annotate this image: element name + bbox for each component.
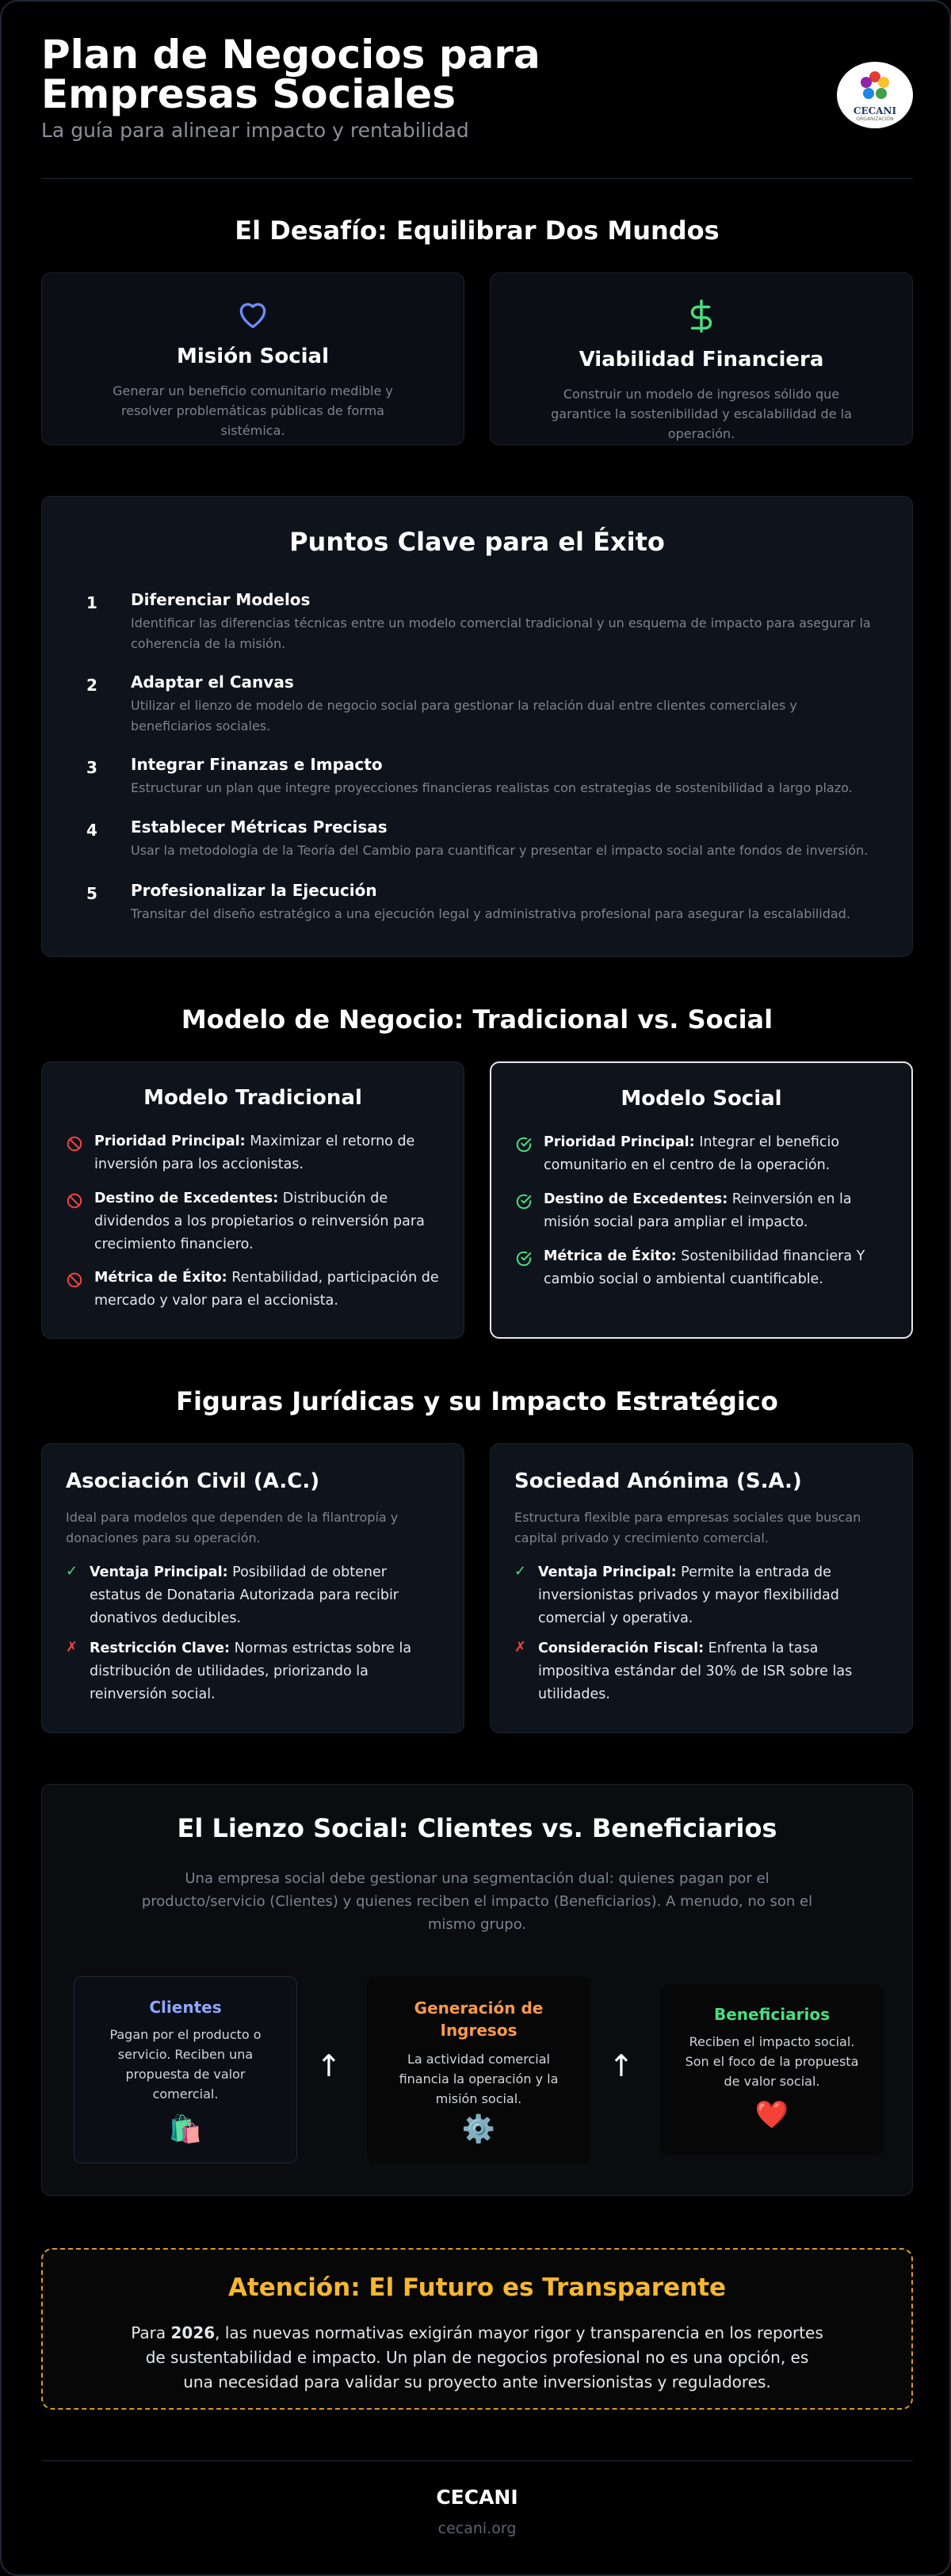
attention-title: Atención: El Futuro es Transparente — [227, 2273, 727, 2302]
dollar-icon — [683, 297, 720, 335]
mission-text: Generar un beneficio comunitario medible y resolver problemáticas públicas de forma sistémica. — [113, 383, 393, 438]
keypoint-title: Integrar Finanzas e Impacto — [131, 755, 383, 774]
logo-text: CECANI — [853, 105, 897, 116]
beneficiaries-text: Reciben el impacto social. Son el foco de la propuesta de valor social. — [685, 2034, 859, 2089]
gear-icon: ⚙️ — [461, 2113, 496, 2145]
finance-text: Construir un modelo de ingresos sólido que garantice la sostenibilidad y escalabilidad de la operación. — [551, 387, 852, 441]
divider — [41, 178, 913, 179]
keypoint-text: Utilizar el lienzo de modelo de negocio social para gestionar la relación dual entre clientes comerciales y beneficiarios sociales. — [131, 698, 797, 734]
check-circle-icon — [515, 1136, 533, 1153]
check-circle-icon — [515, 1250, 533, 1267]
income-title: Generación de Ingresos — [414, 1999, 544, 2040]
model-item-text: Destino de Excedentes: Reinversión en la misión social para ampliar el impacto. — [544, 1191, 852, 1230]
page-title: Plan de Negocios para Empresas Sociales — [41, 32, 540, 117]
model-item-text: Prioridad Principal: Maximizar el retorno de inversión para los accionistas. — [94, 1134, 415, 1172]
ac-card — [41, 1443, 464, 1733]
traditional-model-card — [41, 1061, 464, 1339]
canvas-title: El Lienzo Social: Clientes vs. Beneficiarios — [177, 1813, 777, 1843]
keypoint-text: Estructurar un plan que integre proyecciones financieras realistas con estrategias de sostenibilidad a largo plazo. — [131, 780, 853, 795]
header — [41, 32, 913, 177]
page-subtitle: La guía para alinear impacto y rentabilidad — [41, 119, 469, 142]
beneficiaries-box — [660, 1984, 884, 2155]
ac-title: Asociación Civil (A.C.) — [66, 1469, 320, 1493]
social-model-title: Modelo Social — [621, 1087, 782, 1111]
footer — [41, 2486, 913, 2537]
arrow-up-icon: ↑ — [316, 2048, 342, 2083]
ban-icon — [66, 1192, 83, 1210]
challenge-title: El Desafío: Equilibrar Dos Mundos — [235, 215, 720, 246]
ac-description: Ideal para modelos que dependen de la filantropía y donaciones para su operación. — [66, 1510, 399, 1545]
footer-divider — [41, 2460, 913, 2461]
mission-title: Misión Social — [177, 345, 329, 368]
beneficiaries-title: Beneficiarios — [713, 2005, 830, 2024]
sa-card — [490, 1443, 913, 1733]
legal-item-text: Restricción Clave: Normas estrictas sobre la distribución de utilidades, priorizando la reinversión social. — [90, 1640, 412, 1702]
legal-title: Figuras Jurídicas y su Impacto Estratégico — [176, 1386, 778, 1416]
legal-item-text: Consideración Fiscal: Enfrenta la tasa impositiva estándar del 30% de ISR sobre las utilidades. — [538, 1640, 853, 1702]
keypoint-title: Diferenciar Modelos — [131, 590, 311, 609]
keypoint-number: 4 — [86, 821, 97, 840]
cross-icon: ✗ — [66, 1639, 78, 1656]
logo-subtext: ORGANIZACIÓN — [856, 116, 894, 122]
canvas-card — [41, 1784, 913, 2196]
finance-title: Viabilidad Financiera — [579, 348, 824, 372]
keypoint-text: Identificar las diferencias técnicas entre un modelo comercial tradicional y un esquema de impacto para asegurar la coherencia de la misión. — [131, 615, 871, 651]
keypoint-title: Adaptar el Canvas — [131, 673, 294, 692]
keypoint-number: 1 — [86, 593, 97, 612]
logo — [837, 62, 913, 128]
income-text: La actividad comercial financia la operación y la misión social. — [399, 2052, 559, 2106]
model-item-text: Métrica de Éxito: Sostenibilidad financiera Y cambio social o ambiental cuantificable. — [544, 1248, 865, 1287]
traditional-model-title: Modelo Tradicional — [143, 1086, 362, 1110]
social-model-card — [490, 1061, 913, 1339]
keypoint-number: 5 — [86, 884, 97, 903]
models-title: Modelo de Negocio: Tradicional vs. Social — [181, 1004, 773, 1035]
canvas-description: Una empresa social debe gestionar una segmentación dual: quienes pagan por el producto/servicio (Clientes) y quienes reciben el impacto (Beneficiarios). A menudo, no son el mismo grupo. — [141, 1870, 813, 1933]
keypoint-text: Usar la metodología de la Teoría del Cambio para cuantificar y presentar el impacto social ante fondos de inversión. — [131, 843, 869, 858]
check-icon: ✓ — [514, 1563, 527, 1580]
check-circle-icon — [515, 1193, 533, 1210]
footer-link[interactable]: cecani.org — [437, 2520, 517, 2537]
keypoint-number: 2 — [86, 676, 97, 695]
keypoint-title: Profesionalizar la Ejecución — [131, 881, 377, 900]
clients-text: Pagan por el producto o servicio. Reciben una propuesta de valor comercial. — [109, 2027, 262, 2102]
check-icon: ✓ — [66, 1563, 78, 1580]
heart-emoji-icon: ❤️ — [754, 2099, 789, 2131]
shopping-bags-icon: 🛍️ — [168, 2113, 203, 2145]
heart-icon — [235, 297, 271, 332]
footer-brand: CECANI — [436, 2486, 518, 2509]
legal-item-text: Ventaja Principal: Permite la entrada de inversionistas privados y mayor flexibilidad comercial y operativa. — [538, 1564, 839, 1626]
keypoints-card — [41, 496, 913, 957]
attention-box — [41, 2248, 913, 2410]
mission-card — [41, 272, 464, 445]
sa-title: Sociedad Anónima (S.A.) — [514, 1469, 802, 1493]
keypoint-title: Establecer Métricas Precisas — [131, 817, 388, 836]
clients-box — [74, 1976, 297, 2163]
keypoint-number: 3 — [86, 758, 97, 777]
logo-flower-icon — [857, 69, 892, 104]
clients-title: Clientes — [149, 1998, 222, 2017]
ban-icon — [66, 1271, 83, 1289]
model-item-text: Métrica de Éxito: Rentabilidad, participación de mercado y valor para el accionista. — [94, 1270, 439, 1309]
legal-item-text: Ventaja Principal: Posibilidad de obtener estatus de Donataria Autorizada para recibir donativos deducibles. — [90, 1564, 399, 1626]
attention-text: Para 2026, las nuevas normativas exigirán mayor rigor y transparencia en los reportes de sustentabilidad e impacto. Un plan de negocios profesional no es una opción, es una necesidad para validar su proyecto ante inversionistas y reguladores. — [131, 2323, 823, 2391]
keypoint-text: Transitar del diseño estratégico a una ejecución legal y administrativa profesional para asegurar la escalabilidad. — [131, 906, 850, 921]
ban-icon — [66, 1135, 83, 1153]
income-box — [367, 1976, 590, 2163]
cross-icon: ✗ — [514, 1639, 527, 1656]
keypoints-title: Puntos Clave para el Éxito — [289, 527, 665, 557]
arrow-up-icon: ↑ — [609, 2048, 634, 2083]
model-item-text: Prioridad Principal: Integrar el beneficio comunitario en el centro de la operación. — [544, 1134, 840, 1173]
finance-card — [490, 272, 913, 445]
model-item-text: Destino de Excedentes: Distribución de dividendos a los propietarios o reinversión para crecimiento financiero. — [94, 1191, 425, 1252]
sa-description: Estructura flexible para empresas sociales que buscan capital privado y crecimiento comercial. — [514, 1510, 861, 1545]
